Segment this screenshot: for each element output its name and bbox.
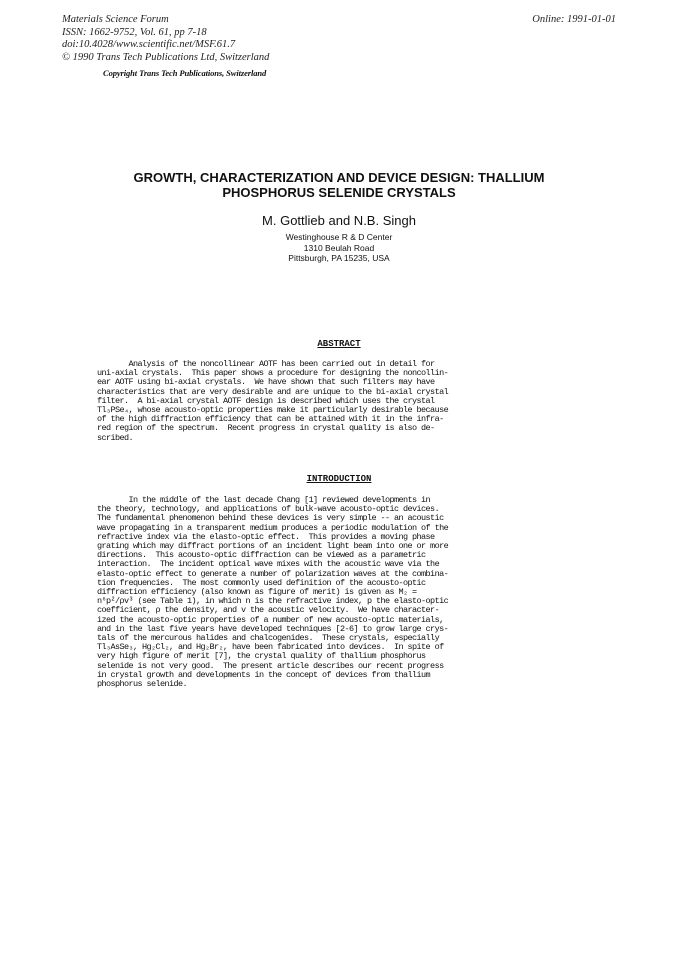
authors: M. Gottlieb and N.B. Singh bbox=[262, 213, 416, 228]
introduction-line: In the middle of the last decade Chang [1] reviewed developments in bbox=[97, 495, 431, 505]
introduction-line: ized the acousto-optic properties of a number of new acousto-optic materials, bbox=[97, 614, 444, 625]
introduction-line: Tl₃AsSe₃, Hg₂Cl₂, and Hg₂Br₂, have been fabricated into devices. In spite of bbox=[97, 642, 444, 653]
introduction-line: phosphorus selenide. bbox=[97, 679, 188, 690]
introduction-line: diffraction efficiency (also known as figure of merit) is given as M₂ = bbox=[97, 587, 417, 598]
introduction-line: wave propagating in a transparent medium produces a periodic modulation of the bbox=[97, 522, 449, 533]
introduction-line: The fundamental phenomenon behind these devices is very simple -- an acoustic bbox=[97, 513, 444, 524]
affiliation-line: Pittsburgh, PA 15235, USA bbox=[288, 253, 390, 264]
introduction-line: n⁶p²/ρv³ (see Table 1), in which n is the refractive index, p the elasto-optic bbox=[97, 596, 449, 607]
affiliation-line: Westinghouse R & D Center bbox=[285, 232, 393, 242]
abstract-line: ear AOTF using bi-axial crystals. We have shown that such filters may have bbox=[97, 377, 435, 388]
affiliation-line: 1310 Beulah Road bbox=[303, 242, 375, 253]
introduction-body bbox=[97, 496, 537, 689]
introduction-line: coefficient, ρ the density, and v the acoustic velocity. We have character- bbox=[97, 605, 440, 616]
introduction-line: and in the last five years have developed techniques [2-6] to grow large crys- bbox=[97, 623, 449, 634]
title-line: GROWTH, CHARACTERIZATION AND DEVICE DESIGN: THALLIUM bbox=[133, 170, 545, 185]
abstract-line: Analysis of the noncollinear AOTF has been carried out in detail for bbox=[97, 359, 435, 369]
copyright-notice: Copyright Trans Tech Publications, Switzerland bbox=[103, 68, 267, 78]
abstract-line: filter. A bi-axial crystal AOTF design is described which uses the crystal bbox=[97, 395, 435, 406]
doi-line: doi:10.4028/www.scientific.net/MSF.61.7 bbox=[62, 39, 236, 50]
introduction-line: the theory, technology, and applications of bulk-wave acousto-optic devices. bbox=[97, 504, 440, 515]
abstract-heading: ABSTRACT bbox=[317, 339, 361, 349]
abstract-line: scribed. bbox=[97, 432, 134, 443]
abstract-body bbox=[97, 360, 537, 443]
abstract-line: Tl₃PSe₄, whose acousto-optic properties make it particularly desirable because bbox=[97, 405, 449, 416]
introduction-line: elasto-optic effect to generate a number of polarization waves at the combina- bbox=[97, 568, 449, 579]
abstract-line: characteristics that are very desirable and are unique to the bi-axial crystal bbox=[97, 386, 449, 397]
introduction-heading: INTRODUCTION bbox=[306, 474, 372, 484]
journal-name: Materials Science Forum bbox=[62, 14, 169, 25]
introduction-line: refractive index via the elasto-optic effect. This provides a moving phase bbox=[97, 531, 435, 542]
online-date: Online: 1991-01-01 bbox=[532, 14, 616, 25]
publication-metadata bbox=[62, 14, 269, 64]
title-line: PHOSPHORUS SELENIDE CRYSTALS bbox=[222, 185, 456, 200]
affiliation bbox=[0, 232, 678, 264]
abstract-line: uni-axial crystals. This paper shows a procedure for designing the noncollin- bbox=[97, 368, 449, 379]
introduction-line: interaction. The incident optical wave mixes with the acoustic wave via the bbox=[97, 559, 440, 570]
introduction-line: selenide is not very good. The present article describes our recent progress bbox=[97, 660, 444, 671]
introduction-line: tals of the mercurous halides and chalcogenides. These crystals, especially bbox=[97, 633, 440, 644]
introduction-line: very high figure of merit [7], the crystal quality of thallium phosphorus bbox=[97, 651, 426, 662]
issn-line: ISSN: 1662-9752, Vol. 61, pp 7-18 bbox=[62, 26, 207, 38]
publisher-line: © 1990 Trans Tech Publications Ltd, Switzerland bbox=[62, 51, 270, 63]
abstract-line: red region of the spectrum. Recent progress in crystal quality is also de- bbox=[97, 423, 435, 434]
introduction-line: tion frequencies. The most commonly used definition of the acousto-optic bbox=[97, 577, 426, 588]
introduction-line: directions. This acousto-optic diffraction can be viewed as a parametric bbox=[97, 550, 426, 561]
introduction-line: grating which may diffract portions of an incident light beam into one or more bbox=[97, 541, 449, 552]
introduction-line: in crystal growth and developments in the concept of devices from thallium bbox=[97, 669, 431, 680]
abstract-line: of the high diffraction efficiency that can be attained with it in the infra- bbox=[97, 414, 444, 425]
paper-title bbox=[80, 170, 598, 200]
